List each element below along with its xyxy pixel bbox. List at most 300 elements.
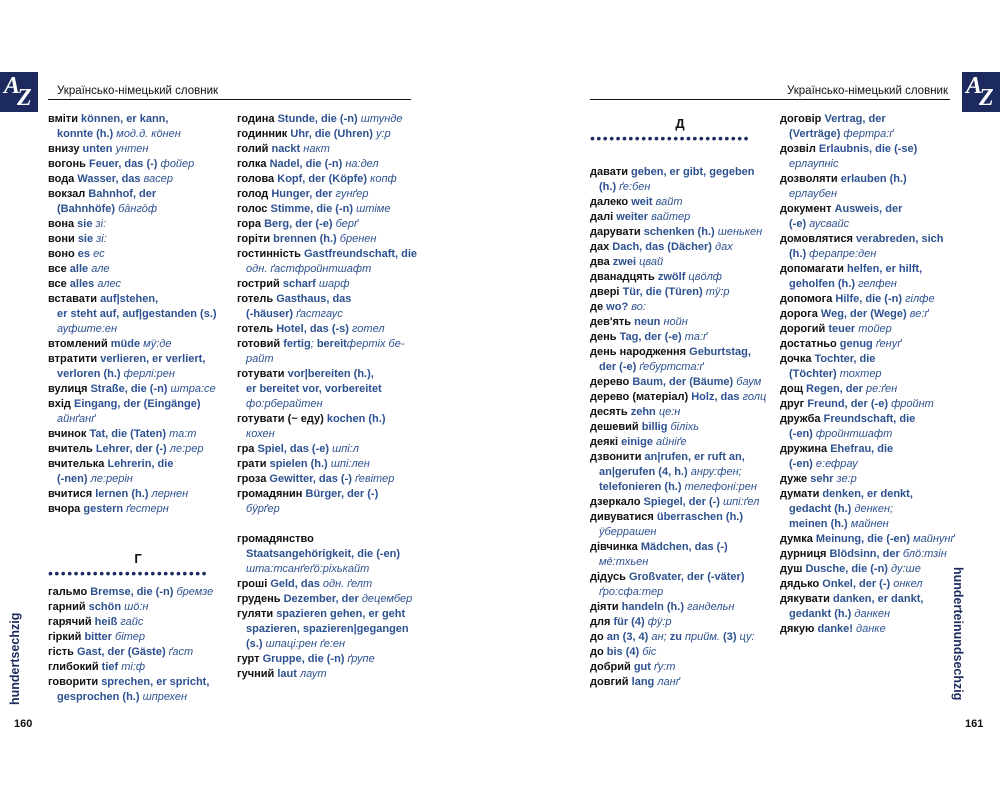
grammar-note: прийм. xyxy=(681,631,724,643)
headword: готель xyxy=(237,323,274,335)
dictionary-entry xyxy=(590,225,770,240)
pronunciation: райт xyxy=(246,353,274,365)
pronunciation: айніґе xyxy=(656,436,687,448)
pronunciation: ґестерн xyxy=(126,503,169,515)
dictionary-entry xyxy=(48,217,228,232)
pronunciation: ґастфройнтшафт xyxy=(267,263,372,275)
entry-continuation xyxy=(780,127,952,142)
dictionary-entry xyxy=(590,390,770,405)
german-translation: wo? xyxy=(606,301,629,313)
dictionary-entry xyxy=(590,645,770,660)
german-translation: einige xyxy=(621,436,653,448)
pronunciation: гандельн xyxy=(687,601,735,613)
dictionary-entry xyxy=(237,667,415,682)
pronunciation: зі: xyxy=(96,233,107,245)
pronunciation: децембер xyxy=(361,593,413,605)
german-translation: brennen (h.) xyxy=(273,233,337,245)
german-translation: (-en) xyxy=(789,458,813,470)
german-translation: Tat, die (Taten) xyxy=(89,428,167,440)
dictionary-entry xyxy=(48,112,228,127)
headword: громадянин xyxy=(237,488,303,500)
headword: воно xyxy=(48,248,75,260)
pronunciation: шпі:л xyxy=(332,443,359,455)
headword: дарувати xyxy=(590,226,641,238)
headword: гурт xyxy=(237,653,260,665)
entry-continuation xyxy=(780,502,952,517)
dictionary-column-4 xyxy=(780,112,955,637)
german-translation: sie xyxy=(77,218,93,230)
dictionary-entry xyxy=(590,345,770,360)
pronunciation: шта:тсанґеґӧ:ріхькайт xyxy=(246,563,370,575)
headword: гість xyxy=(48,646,74,658)
headword: дурниця xyxy=(780,548,827,560)
pronunciation: голц xyxy=(742,391,767,403)
headword: голка xyxy=(237,158,267,170)
entry-continuation xyxy=(590,180,770,195)
entry-continuation xyxy=(48,472,228,487)
pronunciation: ті:ф xyxy=(121,661,146,673)
spacer xyxy=(237,517,415,532)
entry-continuation xyxy=(780,187,952,202)
german-translation: er steht auf, auf|gestanden (s.) xyxy=(57,308,217,320)
headword: гучний xyxy=(237,668,275,680)
headword: дуже xyxy=(780,473,808,485)
pronunciation: ферлі:рен xyxy=(123,368,175,380)
dictionary-entry xyxy=(237,172,415,187)
german-translation: Nadel, die (-n) xyxy=(269,158,343,170)
german-translation: konnte (h.) xyxy=(57,128,114,140)
entry-continuation xyxy=(48,690,228,705)
az-logo xyxy=(962,72,1000,112)
dictionary-entry xyxy=(48,232,228,247)
entry-continuation xyxy=(780,457,952,472)
headword: вчора xyxy=(48,503,81,515)
german-translation: Tochter, die xyxy=(814,353,876,365)
headword: вогонь xyxy=(48,158,86,170)
pronunciation: лаут xyxy=(299,668,327,680)
dictionary-entry xyxy=(237,367,415,382)
pronunciation: гунґер xyxy=(335,188,369,200)
german-translation: Hunger, der xyxy=(271,188,333,200)
dictionary-entry xyxy=(590,510,770,525)
headword: гроші xyxy=(237,578,268,590)
headword: гарний xyxy=(48,601,86,613)
headword: дякувати xyxy=(780,593,830,605)
dictionary-entry xyxy=(237,322,415,337)
dictionary-entry xyxy=(237,202,415,217)
entry-continuation xyxy=(590,525,770,540)
dictionary-entry xyxy=(780,442,952,457)
german-translation: Baum, der (Bäume) xyxy=(632,376,734,388)
pronunciation: фӱ:р xyxy=(647,616,672,628)
german-translation: der (-e) xyxy=(599,361,637,373)
dictionary-entry xyxy=(48,397,228,412)
headword: далі xyxy=(590,211,614,223)
german-translation: unten xyxy=(82,143,113,155)
german-translation: verlieren, er verliert, xyxy=(100,353,206,365)
german-translation: Lehrer, der (-) xyxy=(95,443,167,455)
german-translation: Lehrerin, die xyxy=(107,458,174,470)
dictionary-entry xyxy=(590,300,770,315)
dictionary-entry xyxy=(590,270,770,285)
german-translation: Tür, die (Türen) xyxy=(622,286,703,298)
german-translation: Gruppe, die (-n) xyxy=(262,653,345,665)
dictionary-entry xyxy=(48,172,228,187)
headword: день xyxy=(590,331,617,343)
german-translation: schön xyxy=(88,601,122,613)
german-translation: laut xyxy=(277,668,297,680)
dictionary-entry xyxy=(590,285,770,300)
pronunciation: телефоні:рен xyxy=(684,481,757,493)
dictionary-entry xyxy=(237,232,415,247)
german-translation: spazieren gehen, er geht xyxy=(276,608,406,620)
dictionary-entry xyxy=(48,660,228,675)
page-word-label-right: hunderteinundsechzig xyxy=(951,567,965,701)
pronunciation: це:н xyxy=(658,406,681,418)
headword: все xyxy=(48,278,67,290)
german-translation: Spiel, das (-e) xyxy=(257,443,330,455)
headword: вчинок xyxy=(48,428,87,440)
pronunciation: ме̄:тхьен xyxy=(599,556,649,568)
dictionary-entry xyxy=(780,397,952,412)
pronunciation: берґ xyxy=(335,218,358,230)
pronunciation: ґастгаус xyxy=(296,308,343,320)
headword: грудень xyxy=(237,593,281,605)
headword: дідусь xyxy=(590,571,626,583)
pronunciation: шпі:лен xyxy=(330,458,370,470)
dictionary-entry xyxy=(780,487,952,502)
dictionary-entry xyxy=(780,592,952,607)
entry-continuation xyxy=(237,262,415,277)
pronunciation: цвай xyxy=(639,256,664,268)
german-translation: geben, er gibt, gegeben xyxy=(631,166,755,178)
german-translation: weit xyxy=(631,196,653,208)
pronunciation: штіме xyxy=(356,203,391,215)
dictionary-entry xyxy=(590,660,770,675)
pronunciation: фройнт xyxy=(891,398,934,410)
headword: гарячий xyxy=(48,616,92,628)
german-translation: genug xyxy=(839,338,873,350)
pronunciation: біліхь xyxy=(670,421,700,433)
dictionary-entry xyxy=(48,142,228,157)
pronunciation: ерлаупніс xyxy=(789,158,839,170)
german-translation: geholfen (h.) xyxy=(789,278,855,290)
headword: дозволяти xyxy=(780,173,838,185)
german-translation: (-häuser) xyxy=(246,308,294,320)
german-translation: helfen, er hilft, xyxy=(846,263,923,275)
pronunciation: бренен xyxy=(339,233,377,245)
german-translation: (h.) xyxy=(789,248,807,260)
dictionary-entry xyxy=(590,600,770,615)
dictionary-entry xyxy=(237,412,415,427)
headword: дах xyxy=(590,241,610,253)
german-translation: Gast, der (Gäste) xyxy=(76,646,166,658)
pronunciation: е:ефрау xyxy=(815,458,858,470)
dictionary-entry xyxy=(48,247,228,262)
dictionary-entry xyxy=(780,292,952,307)
entry-continuation xyxy=(780,607,952,622)
headword: все xyxy=(48,263,67,275)
pronunciation: данке xyxy=(856,623,886,635)
dictionary-entry xyxy=(780,577,952,592)
entry-continuation xyxy=(237,397,415,412)
pronunciation: шарф xyxy=(318,278,350,290)
headword: діяти xyxy=(590,601,619,613)
pronunciation: ґрупе xyxy=(347,653,375,665)
entry-list xyxy=(780,112,955,637)
headword: гіркий xyxy=(48,631,82,643)
german-translation: Vertrag, der xyxy=(824,113,886,125)
grammar-note: мод.д. xyxy=(113,128,149,140)
german-translation: Gasthaus, das xyxy=(276,293,352,305)
german-translation: zwölf xyxy=(657,271,686,283)
section-divider-dots: ••••••••••••••••••••••••• xyxy=(48,567,209,581)
pronunciation: баум xyxy=(736,376,762,388)
dictionary-entry xyxy=(780,412,952,427)
pronunciation: ґаст xyxy=(168,646,194,658)
entry-continuation xyxy=(780,517,952,532)
german-translation: Bürger, der (-) xyxy=(305,488,379,500)
german-translation: (Töchter) xyxy=(789,368,837,380)
pronunciation: ерлаубен xyxy=(789,188,838,200)
grammar-note: одн. xyxy=(319,578,345,590)
pronunciation: тойер xyxy=(858,323,892,335)
headword: друг xyxy=(780,398,805,410)
headword: голод xyxy=(237,188,269,200)
german-translation: (Bahnhöfe) xyxy=(57,203,116,215)
german-translation: Holz, das xyxy=(691,391,740,403)
german-translation: gedacht (h.) xyxy=(789,503,852,515)
dictionary-entry xyxy=(780,547,952,562)
german-translation: Onkel, der (-) xyxy=(822,578,891,590)
headword: дзвонити xyxy=(590,451,642,463)
headword: день народження xyxy=(590,346,687,358)
pronunciation: вайт xyxy=(655,196,683,208)
logo-letter-a: A xyxy=(966,73,983,99)
headword: думати xyxy=(780,488,820,500)
dictionary-entry xyxy=(780,142,952,157)
german-translation: gut xyxy=(633,661,651,673)
headword: далеко xyxy=(590,196,629,208)
pronunciation: алес xyxy=(97,278,122,290)
dictionary-column-1 xyxy=(48,112,228,705)
german-translation: Hotel, das (-s) xyxy=(276,323,349,335)
pronunciation: фо:рберайтен xyxy=(246,398,323,410)
headword: вхід xyxy=(48,398,71,410)
headword: дозвіл xyxy=(780,143,816,155)
headword: дядько xyxy=(780,578,820,590)
headword: дивуватися xyxy=(590,511,654,523)
german-translation: neun xyxy=(634,316,661,328)
dictionary-entry xyxy=(237,292,415,307)
pronunciation: шпі:ґел xyxy=(723,496,760,508)
pronunciation: штунде xyxy=(360,113,403,125)
dictionary-entry xyxy=(780,562,952,577)
headword: давати xyxy=(590,166,628,178)
german-translation: Hilfe, die (-n) xyxy=(835,293,903,305)
pronunciation: айнґанґ xyxy=(57,413,95,425)
german-translation: Meinung, die (-en) xyxy=(815,533,911,545)
headword: вміти xyxy=(48,113,78,125)
headword: гроза xyxy=(237,473,267,485)
entry-continuation xyxy=(48,127,228,142)
dictionary-entry xyxy=(48,337,228,352)
dictionary-entry xyxy=(780,382,952,397)
entry-continuation xyxy=(237,427,415,442)
german-translation: Staatsangehörigkeit, die (-en) xyxy=(246,548,401,560)
dictionary-entry xyxy=(48,487,228,502)
pronunciation: накт xyxy=(303,143,330,155)
entry-continuation xyxy=(780,157,952,172)
headword: втомлений xyxy=(48,338,108,350)
german-translation: Spiegel, der (-) xyxy=(643,496,720,508)
german-translation: (Verträge) xyxy=(789,128,841,140)
german-translation: danke! xyxy=(817,623,853,635)
pronunciation: аусвайс xyxy=(809,218,850,230)
german-translation: zehn xyxy=(630,406,656,418)
dictionary-entry xyxy=(237,532,415,547)
entry-continuation xyxy=(590,555,770,570)
page-word-label-left: hundertsechzig xyxy=(8,612,22,705)
headword: вода xyxy=(48,173,75,185)
entry-continuation xyxy=(237,547,415,562)
headword: гальмо xyxy=(48,586,88,598)
dictionary-entry xyxy=(780,352,952,367)
dictionary-entry xyxy=(48,427,228,442)
pronunciation: тохтер xyxy=(839,368,882,380)
german-translation: vor|bereiten (h.), xyxy=(287,368,374,380)
pronunciation: ле:рерін xyxy=(90,473,133,485)
dictionary-entry xyxy=(590,165,770,180)
entry-list xyxy=(237,112,418,682)
entry-continuation xyxy=(48,322,228,337)
entry-continuation xyxy=(48,412,228,427)
pronunciation: цвӧлф xyxy=(688,271,722,283)
grammar-note: ан; xyxy=(648,631,670,643)
german-translation: erlauben (h.) xyxy=(840,173,907,185)
german-translation: Dach, das (Dächer) xyxy=(612,241,712,253)
german-translation: bitter xyxy=(84,631,112,643)
dictionary-entry xyxy=(780,202,952,217)
pronunciation: дах xyxy=(715,241,733,253)
entry-continuation xyxy=(237,382,415,397)
german-translation: fertig xyxy=(283,338,311,350)
dictionary-column-2 xyxy=(237,112,418,682)
headword: дорога xyxy=(780,308,818,320)
pronunciation: васер xyxy=(143,173,173,185)
german-translation: an (3, 4) xyxy=(606,631,649,643)
pronunciation: біс xyxy=(642,646,657,658)
entry-continuation xyxy=(590,360,770,375)
german-translation: gestern xyxy=(83,503,124,515)
german-translation: Freundschaft, die xyxy=(823,413,916,425)
entry-continuation xyxy=(590,585,770,600)
pronunciation: шпрехен xyxy=(142,691,188,703)
dictionary-entry xyxy=(237,217,415,232)
headword: вони xyxy=(48,233,75,245)
german-translation: billig xyxy=(641,421,668,433)
dictionary-entry xyxy=(48,262,228,277)
pronunciation: лернен xyxy=(151,488,189,500)
pronunciation: гайс xyxy=(120,616,144,628)
entry-continuation xyxy=(237,502,415,517)
pronunciation: гелфен xyxy=(858,278,897,290)
headword: дерево (матеріал) xyxy=(590,391,689,403)
dictionary-entry xyxy=(780,112,952,127)
german-translation: Weg, der (Wege) xyxy=(820,308,907,320)
headword: вчителька xyxy=(48,458,105,470)
dictionary-entry xyxy=(237,247,418,262)
german-translation: zwei xyxy=(612,256,637,268)
pronunciation: данкен xyxy=(854,608,891,620)
entry-continuation xyxy=(780,247,952,262)
page-number-left: 160 xyxy=(14,718,33,730)
pronunciation: майнунґ xyxy=(913,533,955,545)
headword: вчитися xyxy=(48,488,93,500)
headword: голос xyxy=(237,203,268,215)
headword: дощ xyxy=(780,383,803,395)
dictionary-entry xyxy=(48,502,228,517)
dictionary-entry xyxy=(590,330,770,345)
headword: думка xyxy=(780,533,813,545)
headword: говорити xyxy=(48,676,99,688)
german-translation: Dusche, die (-n) xyxy=(805,563,888,575)
german-translation: an|gerufen (4, h.) xyxy=(599,466,688,478)
german-translation: es xyxy=(77,248,91,260)
pronunciation: ґенуґ xyxy=(875,338,901,350)
header-divider-right xyxy=(590,99,950,100)
dictionary-entry xyxy=(780,232,952,247)
headword: готувати xyxy=(237,368,285,380)
dictionary-entry xyxy=(237,577,415,592)
dictionary-entry xyxy=(237,112,415,127)
pronunciation: нойн xyxy=(663,316,688,328)
headword: дерево xyxy=(590,376,630,388)
page-title-right: Українсько-німецький словник xyxy=(786,85,948,97)
pronunciation: блӧ:тзін xyxy=(902,548,947,560)
pronunciation: онкел xyxy=(893,578,923,590)
german-translation: (-nen) xyxy=(57,473,88,485)
german-translation: weiter xyxy=(616,211,649,223)
dictionary-entry xyxy=(48,382,228,397)
pronunciation: та:ґ xyxy=(684,331,707,343)
headword: дружба xyxy=(780,413,821,425)
headword: голова xyxy=(237,173,275,185)
headword: готовий xyxy=(237,338,281,350)
german-translation: Dezember, der xyxy=(283,593,359,605)
german-translation: sehr xyxy=(810,473,834,485)
entry-continuation xyxy=(237,352,415,367)
dictionary-entry xyxy=(237,277,415,292)
dictionary-entry xyxy=(590,255,770,270)
dictionary-entry xyxy=(48,277,228,292)
headword: горіти xyxy=(237,233,271,245)
spacer xyxy=(48,532,228,547)
german-translation: Feuer, das (-) xyxy=(88,158,158,170)
german-translation: gesprochen (h.) xyxy=(57,691,140,703)
headword: вулиця xyxy=(48,383,88,395)
german-translation: sie xyxy=(77,233,94,245)
german-translation: Tag, der (-e) xyxy=(619,331,682,343)
headword: двері xyxy=(590,286,620,298)
section-divider-dots: ••••••••••••••••••••••••• xyxy=(590,132,751,146)
dictionary-entry xyxy=(48,585,228,600)
german-translation: Großvater, der (-väter) xyxy=(628,571,745,583)
dictionary-entry xyxy=(237,142,415,157)
german-translation: Geburtstag, xyxy=(689,346,751,358)
entry-continuation xyxy=(48,367,228,382)
pronunciation: бе- xyxy=(385,338,405,350)
